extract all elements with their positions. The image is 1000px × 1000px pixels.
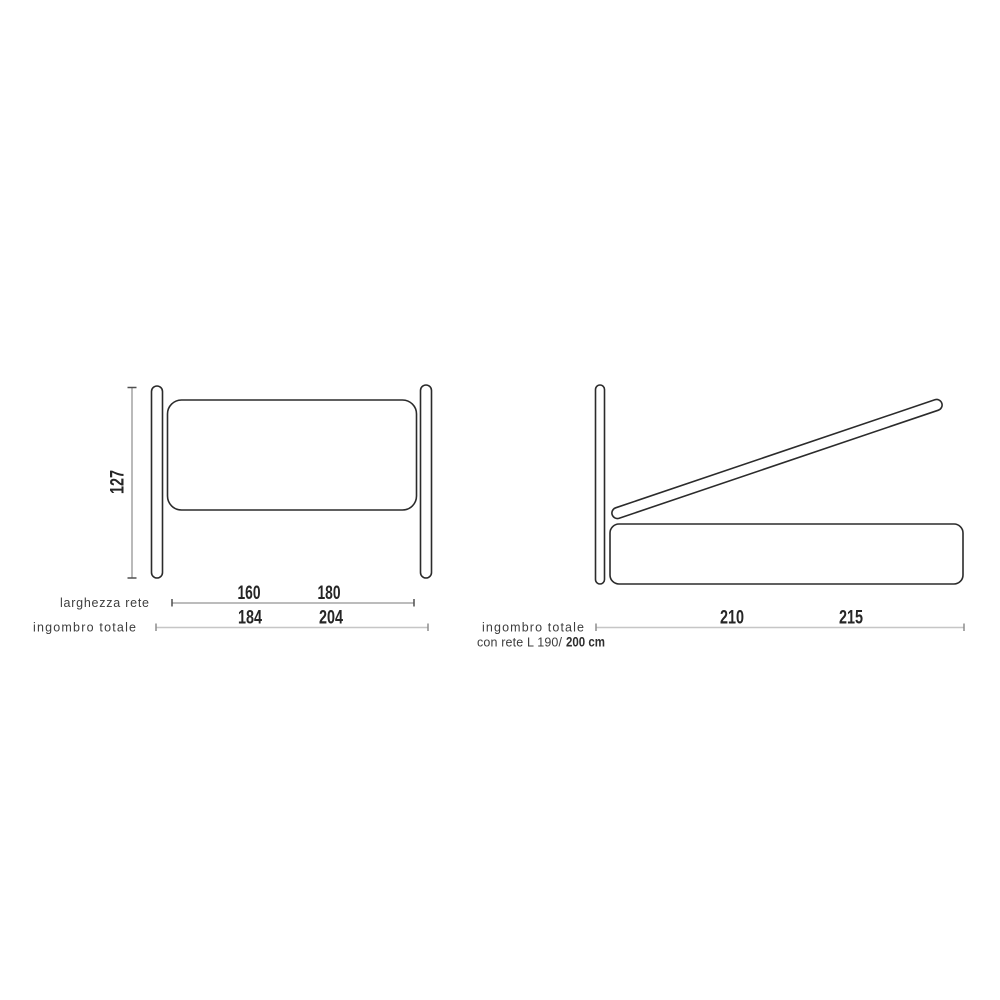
front-view-shapes (152, 385, 432, 578)
side-view-shapes (596, 385, 964, 584)
right-post (421, 385, 432, 578)
side-ingombro-value-2: 215 (839, 607, 864, 629)
side-ingombro-label-line2b: 200 cm (566, 634, 605, 650)
ingombro-totale-value-1: 184 (238, 607, 263, 629)
larghezza-rete-label: larghezza rete (60, 596, 150, 610)
larghezza-rete-value-2: 180 (317, 583, 341, 604)
side-headboard-post (596, 385, 605, 584)
side-ingombro-label-line2a: con rete L 190/ (477, 635, 563, 650)
headboard-panel (168, 400, 417, 510)
storage-box-base (610, 524, 963, 584)
left-post (152, 386, 163, 578)
larghezza-rete-value-1: 160 (237, 583, 261, 604)
lifted-bed-frame (610, 398, 943, 520)
side-ingombro-value-1: 210 (720, 607, 744, 629)
ingombro-totale-value-2: 204 (319, 607, 344, 629)
ingombro-totale-label: ingombro totale (33, 620, 137, 635)
side-ingombro-label-line1: ingombro totale (482, 620, 585, 635)
height-value: 127 (107, 462, 129, 494)
